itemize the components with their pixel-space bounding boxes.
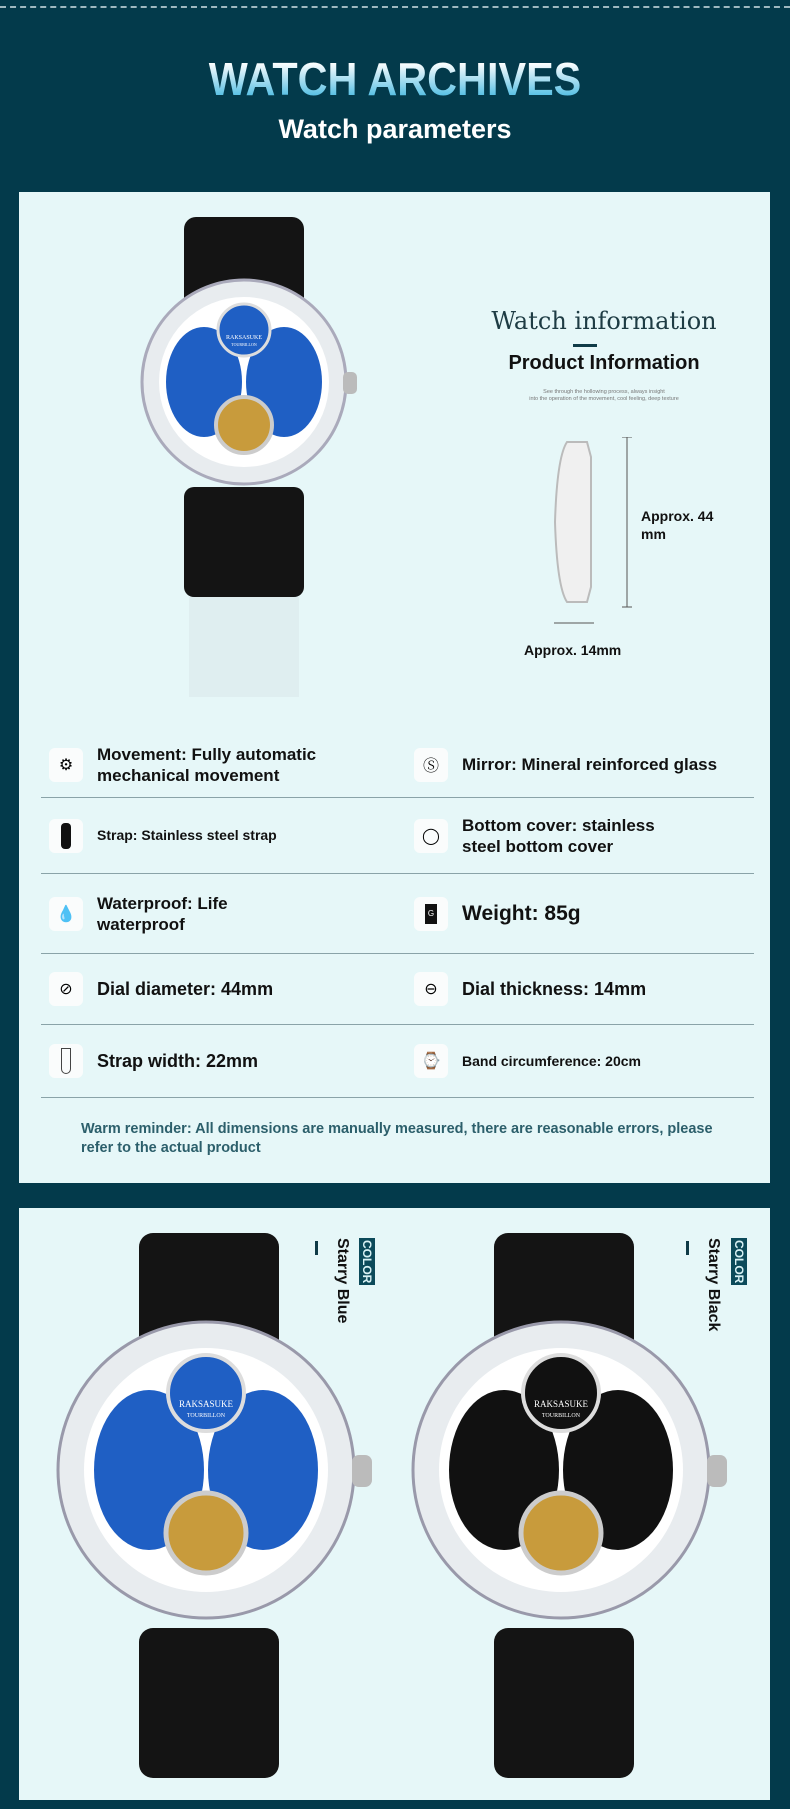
watch-product-image xyxy=(129,217,359,737)
thickness-icon: ⊖ xyxy=(414,972,448,1006)
dial-brand: RAKSASUKE xyxy=(178,1399,234,1409)
s-circle-icon: Ⓢ xyxy=(414,748,448,782)
height-dimension-label: Approx. 44 mm xyxy=(641,508,714,542)
spec-row xyxy=(41,874,754,954)
dial-brand-sub: TOURBILLON xyxy=(541,1413,581,1419)
watch-starry-black-image xyxy=(399,1233,739,1778)
info-blurb xyxy=(459,389,749,403)
spec-text: Weight: 85g xyxy=(462,902,581,925)
spec-text: Dial thickness: 14mm xyxy=(462,978,647,999)
watch-information-heading: Watch information xyxy=(491,307,717,335)
color-name-starry-blue: Starry Blue xyxy=(334,1238,351,1324)
page-subtitle: Watch parameters xyxy=(278,114,512,144)
heading-underline xyxy=(573,344,597,347)
spec-text: Bottom cover: stainless steel bottom cover xyxy=(462,815,655,856)
blurb-line: into the operation of the movement, cool feeling, deep texture xyxy=(529,396,679,402)
watch-case-icon: ◯ xyxy=(414,819,448,853)
color-tag: COLOR xyxy=(732,1240,746,1284)
dial-brand: RAKSASUKE xyxy=(533,1399,589,1409)
spec-row xyxy=(41,798,754,874)
water-drop-icon: 💧 xyxy=(49,897,83,931)
spec-text: Mirror: Mineral reinforced glass xyxy=(462,755,718,774)
strap-width-icon xyxy=(49,1044,83,1078)
blurb-line: See through the hollowing process, always insight xyxy=(543,389,665,395)
page-title: WATCH ARCHIVES xyxy=(40,52,751,106)
spec-text: Strap: Stainless steel strap xyxy=(97,827,277,843)
spec-text: Band circumference: 20cm xyxy=(462,1052,641,1069)
thickness-dimension-label: Approx. 14mm xyxy=(524,642,622,658)
color-options-panel xyxy=(19,1208,770,1800)
dial-brand: RAKSASUKE xyxy=(225,335,263,341)
parameters-panel xyxy=(19,192,770,1183)
strap-icon xyxy=(49,819,83,853)
dashed-divider xyxy=(0,6,790,8)
dial-brand-sub: TOURBILLON xyxy=(186,1413,226,1419)
color-name-starry-black: Starry Black xyxy=(705,1238,722,1332)
spec-row xyxy=(41,732,754,798)
weight-icon: G xyxy=(414,897,448,931)
spec-text: Strap width: 22mm xyxy=(97,1050,259,1071)
diameter-icon: ⊘ xyxy=(49,972,83,1006)
spec-text: Dial diameter: 44mm xyxy=(97,978,274,999)
case-profile-diagram xyxy=(549,437,639,627)
wristwatch-icon: ⌚ xyxy=(414,1044,448,1078)
spec-row xyxy=(41,954,754,1025)
spec-text: Waterproof: Life waterproof xyxy=(97,893,228,934)
color-tag: COLOR xyxy=(360,1240,374,1284)
dial-brand-sub: TOURBILLON xyxy=(231,342,257,347)
spec-row xyxy=(41,1025,754,1098)
spec-text: Movement: Fully automatic mechanical movement xyxy=(97,744,317,785)
product-information-heading: Product Information xyxy=(508,352,700,374)
label-marker xyxy=(686,1241,689,1255)
gears-icon: ⚙ xyxy=(49,748,83,782)
warm-reminder: Warm reminder: All dimensions are manually measured, there are reasonable errors, please refer to the actual product xyxy=(81,1121,713,1156)
label-marker xyxy=(315,1241,318,1255)
